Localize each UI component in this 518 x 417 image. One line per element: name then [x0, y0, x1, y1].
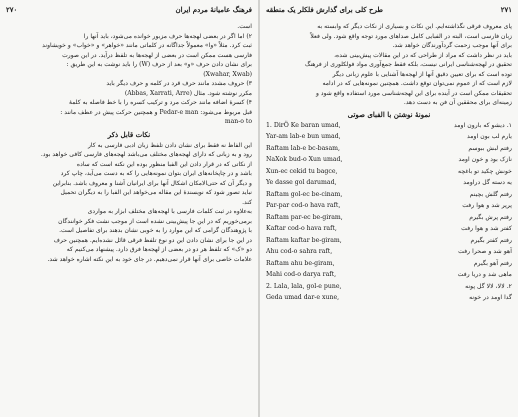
poem-line-persian: نازک بود و خون اومد: [458, 156, 512, 163]
paragraph-intro: پای معروف فرقی نگذاشته‌ایم. این نکات و بسیاری از نکات دیگر که وابسته به زبان فارسی است، البته در الفبایی کامل صداهای مورد توجه واقع شود. ولی فعلاً برای آنها موجب زحمت گردآورندگان خواهد شد. باید در نظر داشت که مراد از طراحی که در این مقالات پیش‌بینی شده، تحقیق در لهجه‌شناسی ایرانی نیست، بلکه فقط جمع‌آوری مواد فولکلوری از فرهنگ توده است که برای تعیین دقیق آنها از لهجه‌ها آشنایی با علوم زبانی دیگر لازم است که از عموم نمی‌توان توقع داشت. همچنین نمونه‌هایی که در ادامه تحقیقات ممکن است در آینده برای این لهجه‌شناسی مورد استفاده واقع شود و زمینه‌ای برای محققین آن فن به دست دهد.: [305, 23, 512, 106]
poem-line-latin: Raftam ahu be-giram,: [266, 259, 335, 267]
right-page-header: [266, 3, 512, 15]
poem-line: [266, 133, 512, 145]
poem-line: [266, 260, 512, 272]
poem-line: [266, 202, 512, 214]
poem-line: [266, 283, 512, 295]
poem-line-persian: یارم لب بون اومد: [466, 133, 512, 140]
poem-line-persian: خونش چکید تو باغچه: [458, 167, 512, 175]
paragraph-notes: این الفاظ نه فقط برای نشان دادن تلفظ زبان ادبی فارسی به کار رود و به زبانی که دارای لهجه‌های مختلف می‌باشد لهجه‌های فارسی کافی خواهد بود. از نکاتی که در قرار دادن این الفبا منظور بوده این نکته است که ساده باشد و در چاپخانه‌های ایران بتوان نمونه‌هایی را که به دست می‌آید، چاپ کرد و دیگر آن که حتی‌الامکان اشکال آنها برای ایرانیان آشنا و معروف باشد. بنابراین نباید تصور شود که نویسندهٔ این مقاله می‌خواهد این الفبا را به دیگران تحمیل کند. به‌علاوه در ثبت کلمات فارسی با لهجه‌های مختلف ابزار به مواردی برمی‌خوریم که در این جا پیش‌بینی نشده است از موجب نشت فکر خوانندگان با پژوهندگان گرامی که این موارد را به خوبی نشان بدهند برای تفاصیل است. در این جا برای نشان دادن این دو نوع تلفظ فرقی قائل نشده‌ایم. همچنین حرف دو «ک» که تلفظ هر دو در بعضی از لهجه‌ها فرق دارد. پیشنهاد می‌کنیم که علامات خاصی برای آنها قرار نمی‌دهیم. در جای خود به این نکته اشاره خواهد شد.: [40, 141, 252, 263]
poem-line-latin: 1. DirÖ Ke baran umad,: [266, 121, 341, 129]
running-title: فرهنگ عامیانهٔ مردم ایران: [175, 4, 252, 14]
poem-line-latin: Raftam par-ec be-giram,: [266, 213, 343, 221]
poem-line-latin: Ahu cod-o sahra raft,: [266, 248, 333, 255]
poem-line-persian: رفتم کفتر بگیرم: [470, 236, 512, 244]
poem-line-latin: Ye dasse gol darumad,: [266, 179, 337, 186]
poem-line-persian: ۲. لالا، لالا گل پونه: [465, 282, 512, 290]
poem-line-latin: 2. Lala, lala, gol-e pune,: [266, 282, 342, 290]
poem-line: [266, 168, 512, 180]
poem-sample: [266, 122, 512, 306]
poem-line-latin: Raftam lab-e bc-basam,: [266, 144, 341, 152]
poem-line-persian: کفتر شد و هوا رفت: [461, 225, 512, 232]
paragraph-orthography-rules: است. ۲) اما اگر در بعضی لهجه‌ها حرف مزبور خوانده می‌شود، باید آنها را ثبت کرد. مثلاً «وا» معمولاً جداگانه در کلماتی مانند «خواهر» و «خواب» و خویشاوند فارسی هست ممکن است در بعضی از لهجه‌ها به تلفظ درآید. در این صورت برای نشان دادن حرف «و» بعد از حرف (W) را باید نوشت به این طریق : (Xwahar, Xwab) ۳) حروف مشدد مانند حرف قرد در کلمه و حرف دیگر باید مکرر نوشته شود. مثال (Abbas, Xarrati, Arre) ۴) کسرهٔ اضافه مانند حرکت مرد و ترکیب کسره را با خط فاصله به کلمهٔ قبل مربوط می‌شود: Pedar-e man و همچنین حرکت پیش در عطف مانند : man-o to: [42, 23, 252, 125]
poem-line: [266, 145, 512, 157]
poem-line: [266, 271, 512, 283]
poem-line: [266, 237, 512, 249]
page-number: ۲۷۱: [500, 4, 512, 14]
poem-line-latin: Yar-am lab-e bun umad,: [266, 133, 341, 140]
poem-line-latin: Raftam kaftar be-giram,: [266, 236, 342, 244]
left-page-header: [6, 3, 252, 15]
right-page: [260, 0, 518, 417]
poem-line: [266, 248, 512, 260]
poem-line-persian: ماهی شد و دریا رفت: [457, 271, 512, 278]
poem-line-persian: رفتم گلش بچینم: [469, 190, 512, 198]
poem-line-persian: ۱. دیشو که بارون اومد: [453, 121, 512, 129]
poem-line-latin: Geda umad dar-e xune,: [266, 294, 340, 301]
poem-line: [266, 122, 512, 134]
page-number: ۲۷۰: [6, 4, 18, 14]
poem-line: [266, 156, 512, 168]
poem-line-persian: پرپر شد و هوا رفت: [462, 202, 512, 209]
poem-line-latin: Par-par cod-o hava raft,: [266, 202, 341, 209]
poem-line-persian: رفتم لبش ببوسم: [468, 144, 512, 152]
section-heading: نکات قابل ذکر: [107, 129, 151, 139]
poem-line-latin: Xun-ec cekid tu bagce,: [266, 167, 338, 175]
poem-line-latin: Raftam gol-ec be-cinam,: [266, 190, 343, 198]
poem-line: [266, 191, 512, 203]
poem-line-persian: رفتم آهو بگیرم: [473, 259, 512, 267]
poem-line: [266, 179, 512, 191]
poem-line: [266, 214, 512, 226]
sample-heading: نمونهٔ نوشتن با الفبای صوتی: [347, 109, 431, 119]
poem-line-latin: Kaftar cod-o hava raft,: [266, 225, 337, 232]
poem-line-latin: Mahi cod-o darya raft,: [266, 271, 337, 278]
poem-line-latin: NaXok bud-o Xun umad,: [266, 156, 343, 163]
poem-line: [266, 225, 512, 237]
poem-line-persian: آهو شد و صحرا رفت: [458, 248, 512, 255]
left-page: [0, 0, 258, 417]
poem-line: [266, 294, 512, 306]
poem-line-persian: رفتم پرش بگیرم: [469, 213, 512, 221]
running-title: طرح کلی برای گذارش فلکلر یک منطقه: [266, 4, 383, 14]
poem-line-persian: گدا اومد در خونه: [469, 294, 512, 301]
poem-line-persian: یه دسته گل دراومد: [463, 179, 512, 186]
